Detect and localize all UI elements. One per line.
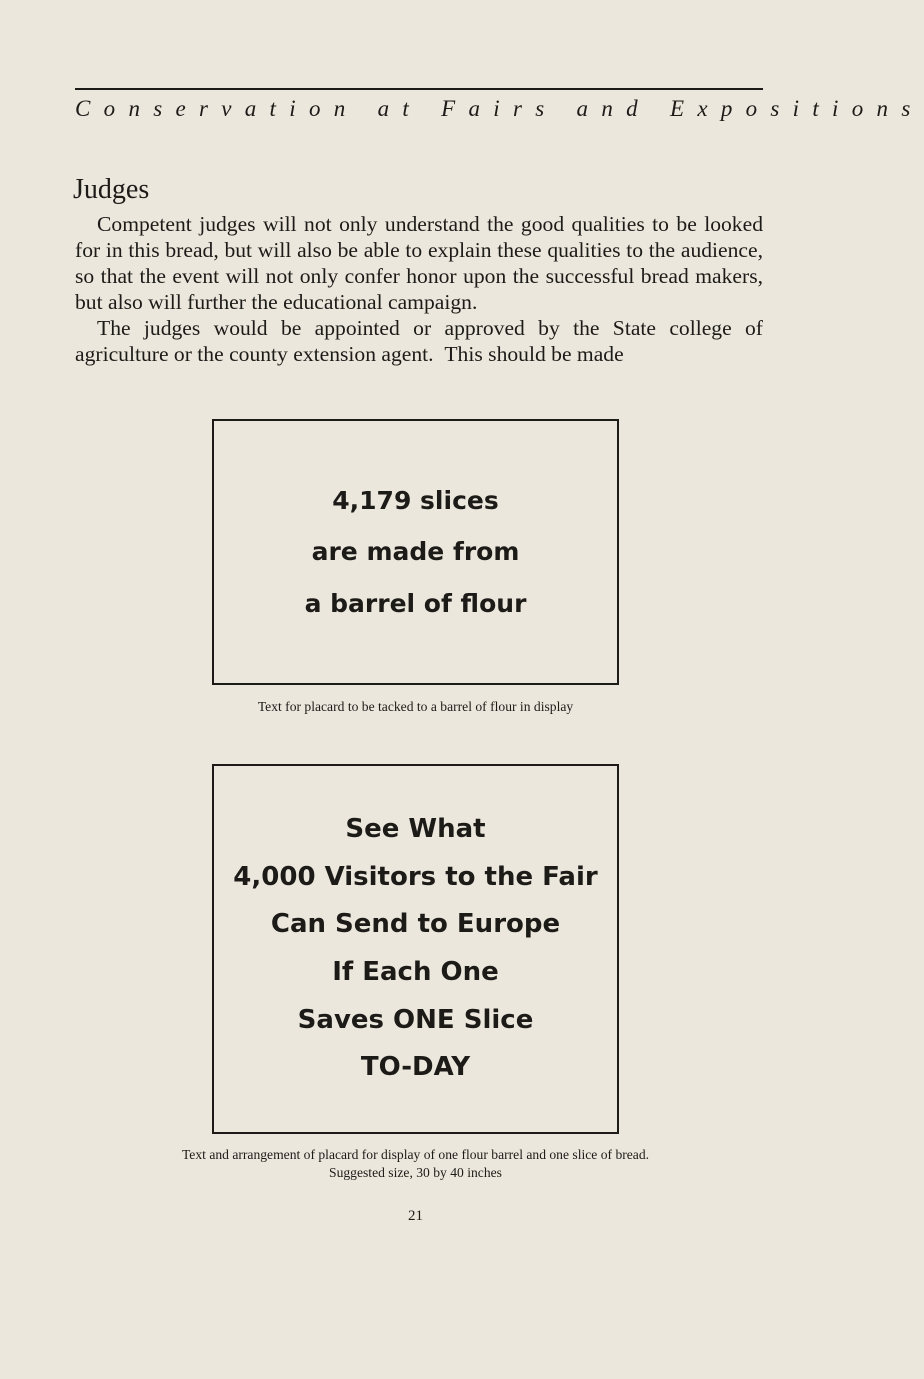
placard-caption: Text for placard to be tacked to a barrel of flour in display xyxy=(257,699,574,714)
paragraph: Competent judges will not only understand the good qualities to be looked for in this bread, but will also be able to explain these qualities to the audience, so that the event will not only confer honor upon the successful bread makers, but also will further the educational campaign. xyxy=(75,212,763,314)
placard-line: See What xyxy=(345,814,486,845)
page-number: 21 xyxy=(408,1208,423,1224)
placard-line: 4,179 slices xyxy=(332,485,499,515)
placard-line: TO-DAY xyxy=(360,1052,471,1083)
paragraph: The judges would be appointed or approved by the State college of agriculture or the county extension agent. This should be made xyxy=(75,315,763,366)
placard-caption xyxy=(0,1146,831,1182)
placard-line: a barrel of flour xyxy=(304,588,527,618)
placard-visitors xyxy=(212,764,619,1134)
running-head-title: Conservation at Fairs and Expositions xyxy=(75,96,924,121)
caption-line: Suggested size, 30 by 40 inches xyxy=(329,1165,502,1180)
placard-slices-per-barrel xyxy=(212,419,619,685)
body-text xyxy=(75,212,763,367)
section-heading: Judges xyxy=(73,174,150,205)
placard-line: If Each One xyxy=(332,957,499,987)
placard-line: Saves ONE Slice xyxy=(297,1004,534,1035)
caption-line: Text and arrangement of placard for display of one flour barrel and one slice of bread. xyxy=(181,1147,650,1162)
placard-line: 4,000 Visitors to the Fair xyxy=(233,861,598,892)
header-rule xyxy=(75,88,763,90)
placard-line: are made from xyxy=(311,537,520,567)
placard-line: Can Send to Europe xyxy=(270,909,561,940)
